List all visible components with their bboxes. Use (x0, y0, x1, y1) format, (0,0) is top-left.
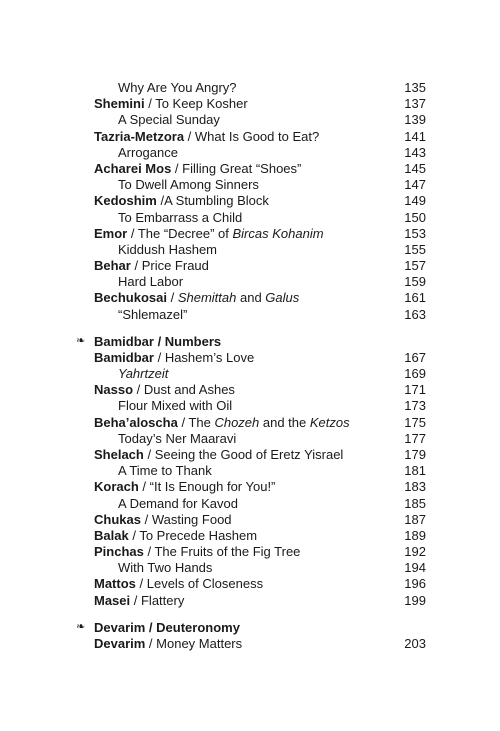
entry-title: Balak / To Precede Hashem (94, 527, 258, 543)
italic-term: Bircas Kohanim (232, 225, 324, 241)
page-number: 159 (404, 274, 426, 290)
page-number: 177 (404, 430, 426, 446)
toc-entry (76, 226, 426, 242)
toc-subentry (76, 210, 426, 226)
section-heading-label: Bamidbar / Numbers (94, 333, 222, 349)
page-number: 169 (404, 366, 426, 381)
toc-subentry (76, 112, 426, 128)
page-number: 194 (404, 560, 426, 576)
entry-title: Bechukosai / Shemittah and Galus (94, 290, 300, 306)
toc-subentry (76, 398, 426, 414)
toc-entry (76, 528, 426, 544)
toc-entry (76, 415, 426, 431)
parsha-name: Kedoshim (94, 193, 157, 209)
parsha-name: Shelach (94, 446, 144, 462)
toc-subentry (76, 307, 426, 323)
page-number: 155 (404, 241, 426, 257)
toc-entry (76, 576, 426, 592)
parsha-name: Bechukosai (94, 290, 167, 306)
parsha-name: Nasso (94, 382, 134, 398)
page-number: 167 (404, 349, 426, 365)
entry-title: A Special Sunday (118, 112, 220, 128)
entry-title: “Shlemazel” (118, 306, 188, 322)
page-number: 143 (404, 144, 426, 160)
entry-title: Pinchas / The Fruits of the Fig Tree (94, 544, 301, 560)
page-number: 189 (404, 527, 426, 543)
page-number: 153 (404, 225, 426, 241)
fleuron-icon: ❧ (76, 620, 86, 633)
entry-title: Behar / Price Fraud (94, 258, 209, 274)
toc-subentry (76, 560, 426, 576)
entry-title (94, 366, 168, 382)
entry-title: Mattos / Levels of Closeness (94, 576, 264, 592)
toc-entry (76, 161, 426, 177)
parsha-name: Acharei Mos (94, 160, 172, 176)
page-number: 135 (404, 80, 426, 95)
parsha-name: Bamidbar (94, 349, 154, 365)
page-number: 139 (404, 112, 426, 128)
page-number: 149 (404, 193, 426, 209)
parsha-name: Balak (94, 527, 129, 543)
entry-title: Nasso / Dust and Ashes (94, 382, 235, 398)
italic-term: Yahrtzeit (118, 366, 169, 381)
page-number: 141 (404, 128, 426, 144)
toc-subentry (76, 145, 426, 161)
entry-title: Tazria-Metzora / What Is Good to Eat? (94, 128, 320, 144)
entry-title: Chukas / Wasting Food (94, 511, 232, 527)
page-number: 163 (404, 306, 426, 322)
section-heading (76, 333, 426, 350)
toc-entry (76, 193, 426, 209)
entry-title: Masei / Flattery (94, 592, 185, 608)
entry-title: Acharei Mos / Filling Great “Shoes” (94, 160, 302, 176)
page-number: 199 (404, 592, 426, 608)
entry-title: Arrogance (118, 144, 178, 160)
parsha-name: Chukas (94, 511, 141, 527)
parsha-name: Shemini (94, 96, 145, 112)
entry-title: Flour Mixed with Oil (118, 398, 233, 414)
toc-entry (76, 290, 426, 306)
entry-title: A Time to Thank (118, 463, 212, 479)
toc-subentry (76, 463, 426, 479)
entry-title: To Dwell Among Sinners (118, 177, 259, 193)
page-number: 196 (404, 576, 426, 592)
parsha-name: Devarim (94, 635, 146, 651)
page-number: 157 (404, 258, 426, 274)
entry-title: Devarim / Money Matters (94, 635, 243, 651)
fleuron-icon: ❧ (76, 334, 86, 347)
page-number: 147 (404, 177, 426, 193)
page-number: 171 (404, 382, 426, 398)
page-number: 192 (404, 544, 426, 560)
toc-entry (76, 593, 426, 609)
toc-entry (76, 512, 426, 528)
italic-term: Ketzos (309, 414, 350, 430)
parsha-name: Behar (94, 258, 131, 274)
toc-subentry (76, 274, 426, 290)
parsha-name: Pinchas (94, 544, 144, 560)
entry-title: Why Are You Angry? (118, 80, 237, 95)
entry-title: Emor / The “Decree” of Bircas Kohanim (94, 225, 324, 241)
parsha-name: Korach (94, 479, 139, 495)
entry-title: Shelach / Seeing the Good of Eretz Yisrael (94, 446, 344, 462)
italic-term: Chozeh (214, 414, 260, 430)
toc-entry (76, 350, 426, 366)
parsha-name: Emor (94, 225, 128, 241)
toc-subentry (76, 177, 426, 193)
toc-entry (76, 544, 426, 560)
parsha-name: Tazria-Metzora (94, 128, 185, 144)
page-number: 183 (404, 479, 426, 495)
parsha-name: Beha’aloscha (94, 414, 178, 430)
entry-title: Bamidbar / Hashem’s Love (94, 349, 255, 365)
italic-term: Galus (265, 290, 300, 306)
section-heading (76, 619, 426, 636)
page-number: 175 (404, 414, 426, 430)
parsha-name: Mattos (94, 576, 136, 592)
page-number: 173 (404, 398, 426, 414)
page-number: 181 (404, 463, 426, 479)
toc-subentry (76, 431, 426, 447)
page-number: 185 (404, 495, 426, 511)
toc-entry (76, 129, 426, 145)
page-number: 137 (404, 96, 426, 112)
toc-entry (76, 96, 426, 112)
entry-title: With Two Hands (118, 560, 213, 576)
toc-entry (76, 636, 426, 652)
toc-subentry (76, 242, 426, 258)
entry-title: Kiddush Hashem (118, 241, 217, 257)
toc-entry (76, 382, 426, 398)
entry-title: Hard Labor (118, 274, 184, 290)
page-number: 179 (404, 446, 426, 462)
entry-title: A Demand for Kavod (118, 495, 238, 511)
page-number: 150 (404, 209, 426, 225)
table-of-contents (76, 80, 426, 652)
toc-subentry (76, 80, 426, 96)
page-number: 203 (404, 635, 426, 651)
toc-subentry (76, 496, 426, 512)
entry-title: Beha’aloscha / The Chozeh and the Ketzos (94, 414, 350, 430)
parsha-name: Masei (94, 592, 131, 608)
entry-title: Korach / “It Is Enough for You!” (94, 479, 276, 495)
section-heading-label: Devarim / Deuteronomy (94, 619, 240, 635)
entry-title: Today’s Ner Maaravi (118, 430, 237, 446)
entry-title: Shemini / To Keep Kosher (94, 96, 248, 112)
entry-title: To Embarrass a Child (118, 209, 243, 225)
page-number: 187 (404, 511, 426, 527)
toc-entry (76, 258, 426, 274)
toc-entry (76, 447, 426, 463)
entry-title: Kedoshim /A Stumbling Block (94, 193, 269, 209)
toc-subentry (76, 366, 426, 382)
toc-entry (76, 479, 426, 495)
page-number: 145 (404, 160, 426, 176)
page-number: 161 (404, 290, 426, 306)
italic-term: Shemittah (177, 290, 237, 306)
